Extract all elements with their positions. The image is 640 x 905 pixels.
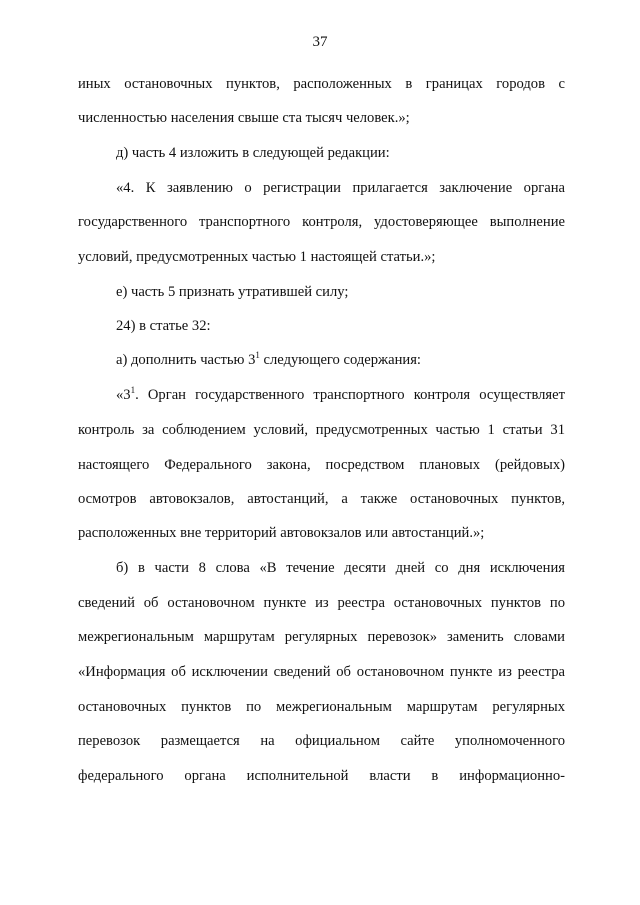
- text-line: сведений об остановочном пункте из реестра остановочных пунктов по: [78, 595, 565, 611]
- superscript: 1: [255, 350, 260, 360]
- text-line: [116, 385, 565, 405]
- text-segment: . Орган государственного транспортного контроля осуществляет: [135, 387, 565, 403]
- superscript: 1: [130, 385, 136, 395]
- text-line: федерального органа исполнительной власти в информационно-: [78, 768, 565, 784]
- text-line: расположенных вне территорий автовокзалов или автостанций.»;: [78, 525, 485, 541]
- text-line: иных остановочных пунктов, расположенных в границах городов с: [78, 76, 565, 92]
- text-line: контроль за соблюдением условий, предусмотренных частью 1 статьи 31: [78, 422, 565, 438]
- text-line: настоящего Федерального закона, посредством плановых (рейдовых): [78, 457, 565, 473]
- text-line: остановочных пунктов по межрегиональным маршрутам регулярных: [78, 699, 565, 715]
- text-line: численностью населения свыше ста тысяч человек.»;: [78, 110, 410, 126]
- text-line: межрегиональным маршрутам регулярных перевозок» заменить словами: [78, 629, 565, 645]
- text-line: осмотров автовокзалов, автостанций, а также остановочных пунктов,: [78, 491, 565, 507]
- text-line: 24) в статье 32:: [116, 318, 211, 334]
- text-line: государственного транспортного контроля, удостоверяющее выполнение: [78, 214, 565, 230]
- text-line: условий, предусмотренных частью 1 настоящей статьи.»;: [78, 249, 436, 265]
- text-segment: «3: [116, 387, 131, 403]
- text-line: «4. К заявлению о регистрации прилагается заключение органа: [116, 180, 565, 196]
- text-line: д) часть 4 изложить в следующей редакции:: [116, 145, 390, 161]
- text-segment: а) дополнить частью 3: [116, 352, 256, 368]
- page-number: 37: [312, 34, 328, 50]
- text-line: б) в части 8 слова «В течение десяти дней со дня исключения: [116, 560, 565, 576]
- text-segment: следующего содержания:: [259, 352, 421, 368]
- text-line: перевозок размещается на официальном сайте уполномоченного: [78, 733, 565, 749]
- text-line: [116, 350, 565, 370]
- text-line: «Информация об исключении сведений об остановочном пункте из реестра: [78, 664, 565, 680]
- text-line: е) часть 5 признать утратившей силу;: [116, 284, 349, 300]
